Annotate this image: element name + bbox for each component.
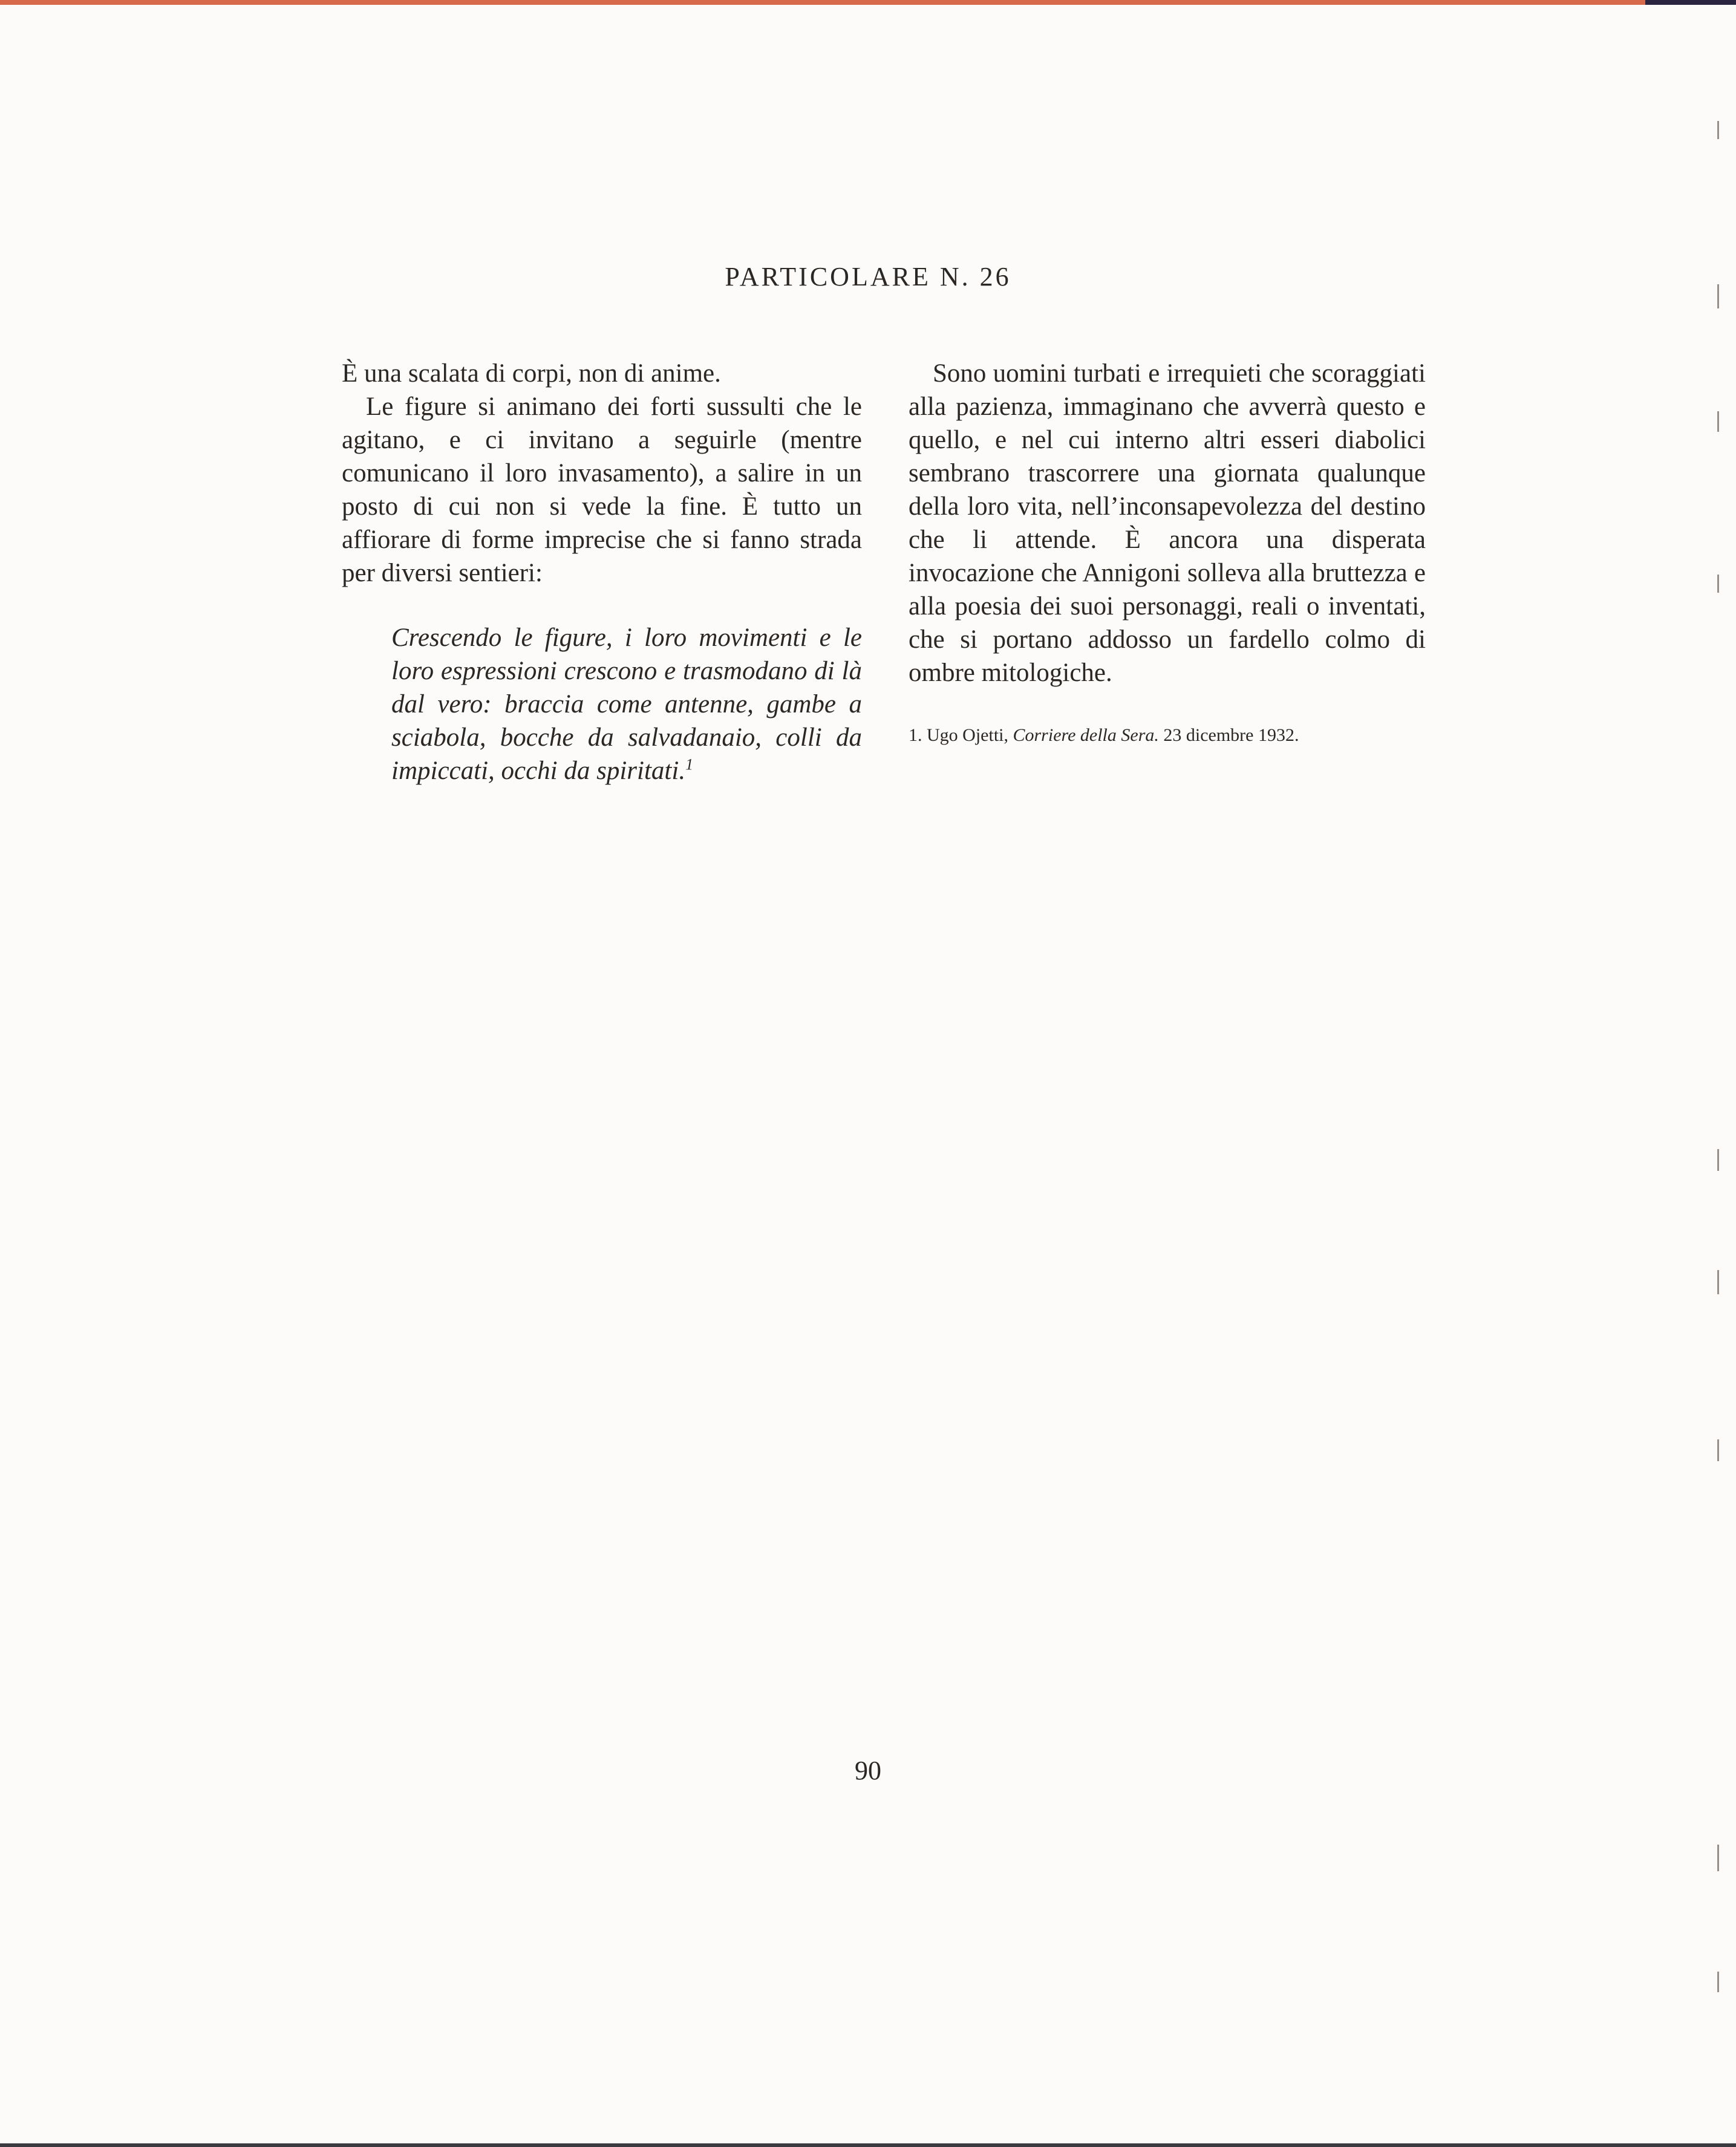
section-title: PARTICOLARE N. 26 (725, 262, 1011, 292)
page-number: 90 (855, 1756, 881, 1785)
footnote-date: 23 dicembre 1932. (1163, 725, 1299, 745)
page-top-edge (0, 0, 1736, 5)
binding-mark (1717, 1270, 1719, 1294)
binding-mark (1717, 121, 1719, 139)
footnote-work: Corriere della Sera. (1013, 725, 1159, 745)
block-quote-text: Crescendo le figure, i loro movimenti e le loro espressioni crescono e trasmodano di là dal vero: braccia come antenne, gambe a sciabola, bocche da salvadanaio, colli da impiccati, occhi da spiritati. (391, 624, 862, 785)
binding-mark (1717, 411, 1719, 432)
binding-mark (1717, 1439, 1719, 1461)
page-top-edge-corner (1645, 0, 1736, 5)
block-quote (391, 621, 862, 787)
footnote-number: 1. (909, 725, 922, 745)
binding-mark (1717, 1972, 1719, 1992)
right-paragraph-1: Sono uomini turbati e irrequieti che scoraggiati alla pazienza, immaginano che avverrà questo e quello, e nel cui interno altri esseri diabolici sembrano trascorrere una giornata qualunque della loro vita, nell’inconsapevolezza del destino che li attende. È ancora una disperata invocazione che Annigoni solleva alla bruttezza e alla poesia dei suoi personaggi, reali o inventati, che si portano addosso un fardello colmo di ombre mitologiche. (909, 359, 1426, 687)
page-bottom-edge (0, 2143, 1736, 2147)
footnote-reference: 1 (685, 755, 694, 774)
footnote-author: Ugo Ojetti, (927, 725, 1008, 745)
left-text-column (342, 357, 862, 787)
left-paragraph-2: Le figure si animano dei forti sussulti che le agitano, e ci invitano a seguirle (mentre comunicano il loro invasamento), a salire in un posto di cui non si vede la fine. È tutto un affiorare di forme imprecise che si fanno strada per diversi sentieri: (342, 393, 862, 587)
left-paragraph-1: È una scalata di corpi, non di anime. (342, 359, 721, 388)
binding-mark (1717, 1149, 1719, 1171)
binding-mark (1717, 1845, 1719, 1871)
binding-mark (1717, 575, 1719, 593)
footnote (909, 723, 1426, 748)
right-text-column (909, 357, 1426, 748)
